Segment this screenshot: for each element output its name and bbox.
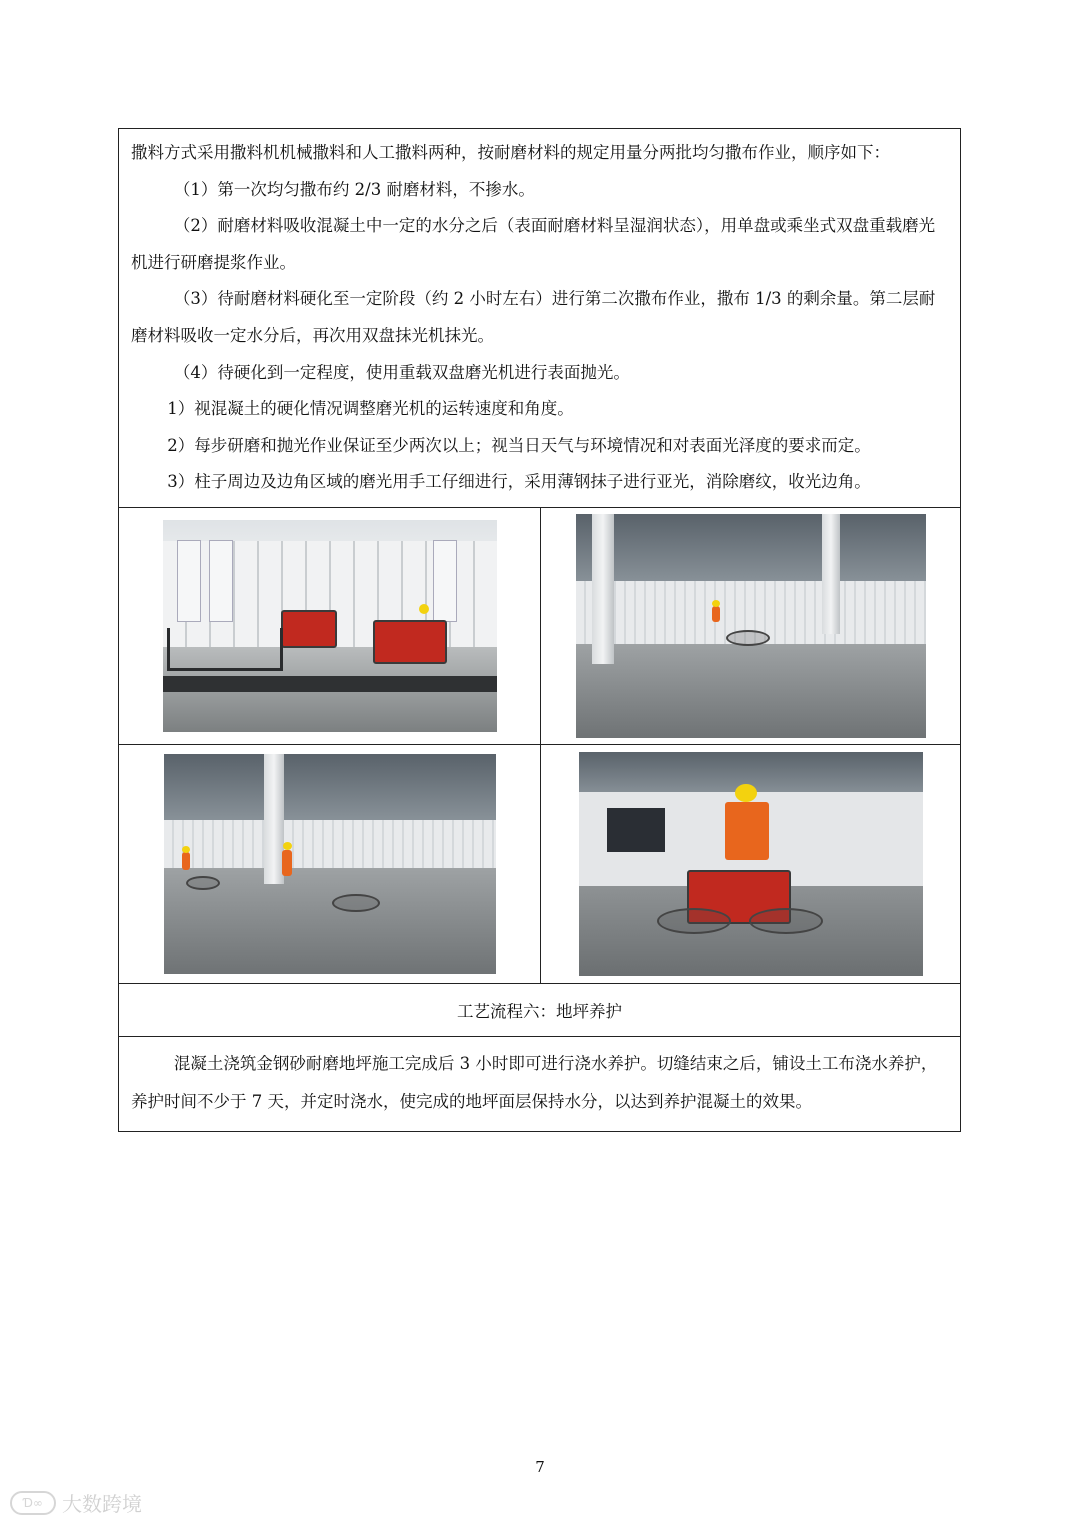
step-2-paragraph: （2）耐磨材料吸收混凝土中一定的水分之后（表面耐磨材料呈湿润状态），用单盘或乘坐式双盘重载磨光机进行研磨提浆作业。 (131, 216, 936, 272)
note-3-paragraph: 3）柱子周边及边角区域的磨光用手工仔细进行，采用薄钢抹子进行亚光，消除磨纹，收光边角。 (167, 472, 871, 492)
photo-cell (119, 508, 540, 744)
photo-cell (540, 508, 960, 744)
step-3-paragraph: （3）待耐磨材料硬化至一定阶段（约 2 小时左右）进行第二次撒布作业，撒布 1/3 的剩余量。第二层耐磨材料吸收一定水分后，再次用双盘抹光机抹光。 (131, 289, 936, 345)
photo-row-bottom (119, 744, 960, 983)
caption-text: 工艺流程六：地坪养护 (457, 1001, 622, 1021)
process-caption (119, 983, 960, 1036)
watermark-logo-icon: Ɗ∞ (10, 1491, 56, 1515)
workers-troweling-photo (164, 754, 496, 974)
intro-paragraph: 撒料方式采用撒料机机械撒料和人工撒料两种，按耐磨材料的规定用量分两批均匀撒布作业，顺序如下： (131, 143, 890, 162)
floor-troweling-photo (576, 514, 926, 738)
watermark (10, 1488, 142, 1517)
step-4-paragraph: （4）待硬化到一定程度，使用重载双盘磨光机进行表面抛光。 (173, 362, 630, 382)
ride-on-trowel-photo (579, 752, 923, 976)
page-number: 7 (535, 1458, 545, 1476)
curing-paragraph: 混凝土浇筑金钢砂耐磨地坪施工完成后 3 小时即可进行浇水养护。切缝结束之后，铺设土工布浇水养护，养护时间不少于 7 天，并定时浇水，使完成的地坪面层保持水分，以达到养护混凝土的效果。 (131, 1053, 938, 1111)
photo-row-top (119, 507, 960, 744)
process-text-block (119, 129, 960, 507)
document-table (118, 128, 961, 1132)
curing-text-block (119, 1036, 960, 1131)
watermark-text: 大数跨境 (62, 1492, 142, 1516)
photo-cell (119, 745, 540, 983)
note-1-paragraph: 1）视混凝土的硬化情况调整磨光机的运转速度和角度。 (167, 399, 574, 419)
photo-cell (540, 745, 960, 983)
step-1-paragraph: （1）第一次均匀撒布约 2/3 耐磨材料，不掺水。 (173, 179, 535, 199)
floor-spreader-machine-photo (163, 520, 497, 732)
note-2-paragraph: 2）每步研磨和抛光作业保证至少两次以上；视当日天气与环境情况和对表面光泽度的要求而定。 (167, 435, 871, 455)
